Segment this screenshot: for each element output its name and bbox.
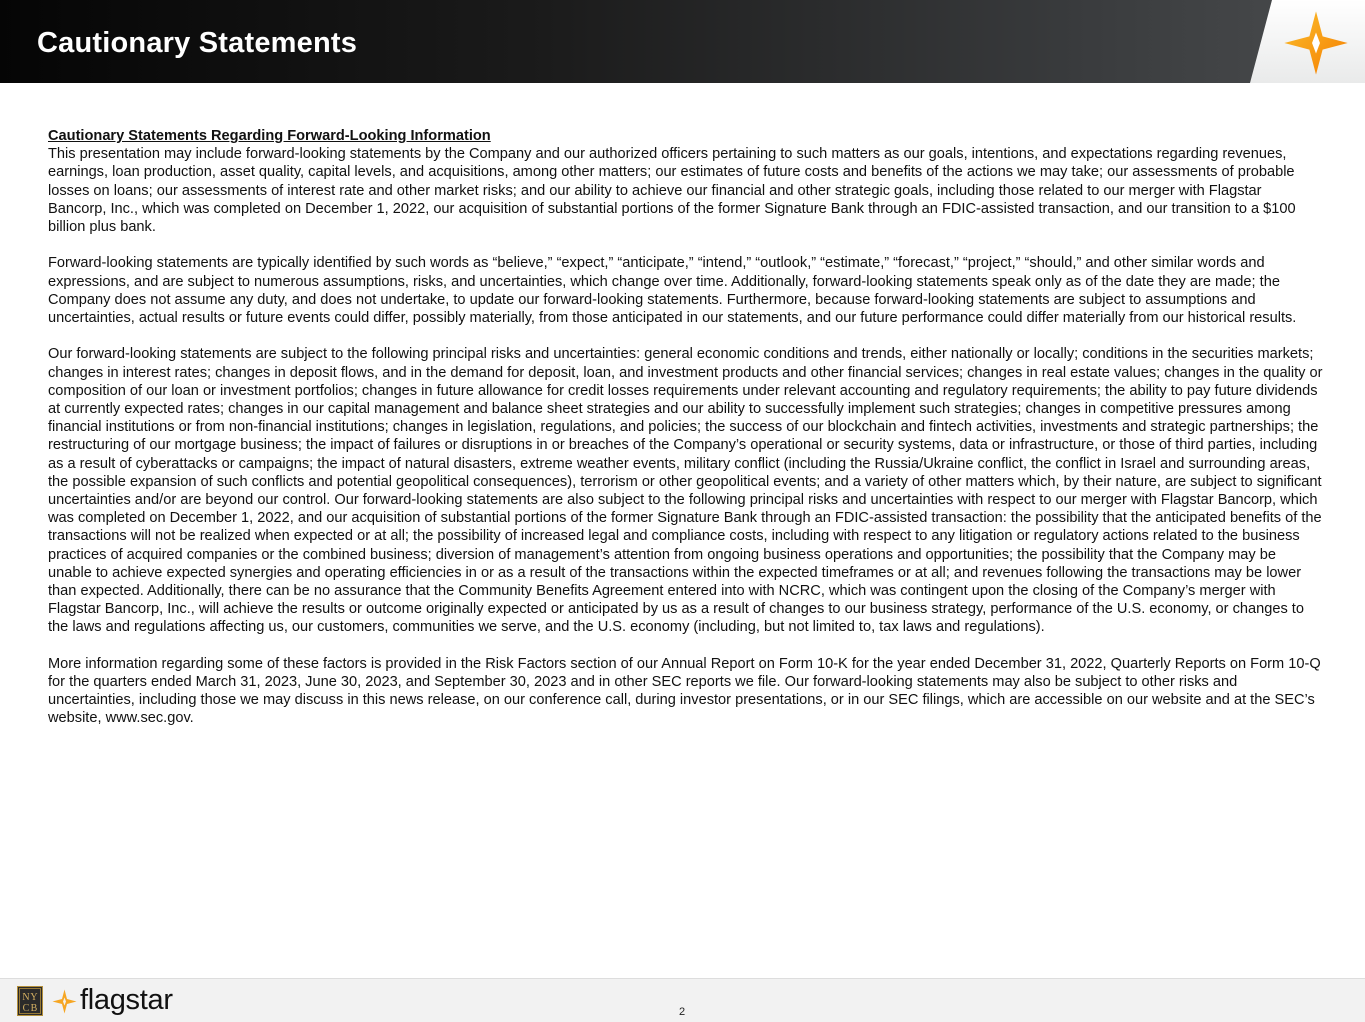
flagstar-star-icon <box>52 989 77 1014</box>
flagstar-wordmark: flagstar <box>80 984 173 1016</box>
paragraph-intro: This presentation may include forward-looking statements by the Company and our authorized officers pertaining to such matters as our goals, intentions, and expectations regarding revenues, earnings, loan production, asset quality, capital levels, and acquisitions, among other matters; our estimates of future costs and benefits of the actions we may take; our assessments of probable losses on loans; our assessments of interest rate and other market risks; and our ability to achieve our financial and other strategic goals, including those related to our merger with Flagstar Bancorp, Inc., which was completed on December 1, 2022, our acquisition of substantial portions of the former Signature Bank through an FDIC-assisted transaction, and our transition to a $100 billion plus bank. <box>48 146 1296 236</box>
nycb-letter-b: B <box>30 1003 38 1014</box>
page-title: Cautionary Statements <box>37 27 358 59</box>
flagstar-star-icon <box>1283 10 1349 76</box>
paragraph-identification: Forward-looking statements are typically identified by such words as “believe,” “expect,” “anticipate,” “intend,” “outlook,” “estimate,” “forecast,” “project,” “should,” and other similar words and expressions, and are subject to numerous assumptions, risks, and uncertainties, which change over time. Additionally, forward-looking statements speak only as of the date they are made; the Company does not assume any duty, and does not undertake, to update our forward-looking statements. Furthermore, because forward-looking statements are subject to assumptions and uncertainties, actual results or future events could differ, possibly materially, from those anticipated in our statements, and our future performance could differ materially from our historical results. <box>48 255 1297 327</box>
page-number: 2 <box>678 1006 686 1018</box>
section-heading: Cautionary Statements Regarding Forward-Looking Information <box>48 128 491 144</box>
nycb-monogram-icon <box>17 986 43 1016</box>
cautionary-text <box>48 127 1323 746</box>
footer-bar <box>0 978 1365 1022</box>
nycb-letter-y: Y <box>30 992 38 1003</box>
header-bar <box>0 0 1365 83</box>
paragraph-risks: Our forward-looking statements are subject to the following principal risks and uncertainties: general economic conditions and trends, either nationally or locally; conditions in the securities markets; changes in interest rates; changes in deposit flows, and in the demand for deposit, loan, and investment products and other financial services; changes in real estate values; changes in the quality or composition of our loan or investment portfolios; changes in future allowance for credit losses requirements under relevant accounting and regulatory requirements; the ability to pay future dividends at currently expected rates; changes in our capital management and balance sheet strategies and our ability to successfully implement such strategies; changes in competitive pressures among financial institutions or from non-financial institutions; changes in legislation, regulations, and policies; the success of our blockchain and fintech activities, investments and strategic partnerships; the restructuring of our mortgage business; the impact of failures or disruptions in or breaches of the Company’s operational or security systems, data or infrastructure, or those of third parties, including as a result of cyberattacks or campaigns; the impact of natural disasters, extreme weather events, military conflict (including the Russia/Ukraine conflict, the conflict in Israel and surrounding areas, the possible expansion of such conflicts and potential geopolitical consequences), terrorism or other geopolitical events; and a variety of other matters which, by their nature, are subject to significant uncertainties and/or are beyond our control. Our forward-looking statements are also subject to the following principal risks and uncertainties with respect to our merger with Flagstar Bancorp, which was completed on December 1, 2022, and our acquisition of substantial portions of the former Signature Bank through an FDIC-assisted transaction: the possibility that the anticipated benefits of the transactions will not be realized when expected or at all; the possibility of increased legal and compliance costs, including with respect to any litigation or regulatory actions related to the business practices of acquired companies or the combined business; diversion of management’s attention from ongoing business operations and opportunities; the possibility that the Company may be unable to achieve expected synergies and operating efficiencies in or as a result of the transactions within the expected timeframes or at all; and revenues following the transactions may be lower than expected. Additionally, there can be no assurance that the Community Benefits Agreement entered into with NCRC, which was contingent upon the closing of the Company’s merger with Flagstar Bancorp, Inc., will achieve the results or outcome originally expected or anticipated by us as a result of changes to our business strategy, performance of the U.S. economy, or changes to the laws and regulations affecting us, our customers, communities we serve, and the U.S. economy (including, but not limited to, tax laws and regulations). <box>48 346 1323 636</box>
nycb-letter-c: C <box>22 1003 30 1014</box>
paragraph-more-information: More information regarding some of these factors is provided in the Risk Factors section of our Annual Report on Form 10-K for the year ended December 31, 2022, Quarterly Reports on Form 10-Q for the quarters ended March 31, 2023, June 30, 2023, and September 30, 2023 and in other SEC reports we file. Our forward-looking statements may also be subject to other risks and uncertainties, including those we may discuss in this news release, on our conference call, during investor presentations, or in our SEC filings, which are accessible on our website and at the SEC’s website, www.sec.gov. <box>48 655 1321 727</box>
nycb-letter-n: N <box>22 992 30 1003</box>
